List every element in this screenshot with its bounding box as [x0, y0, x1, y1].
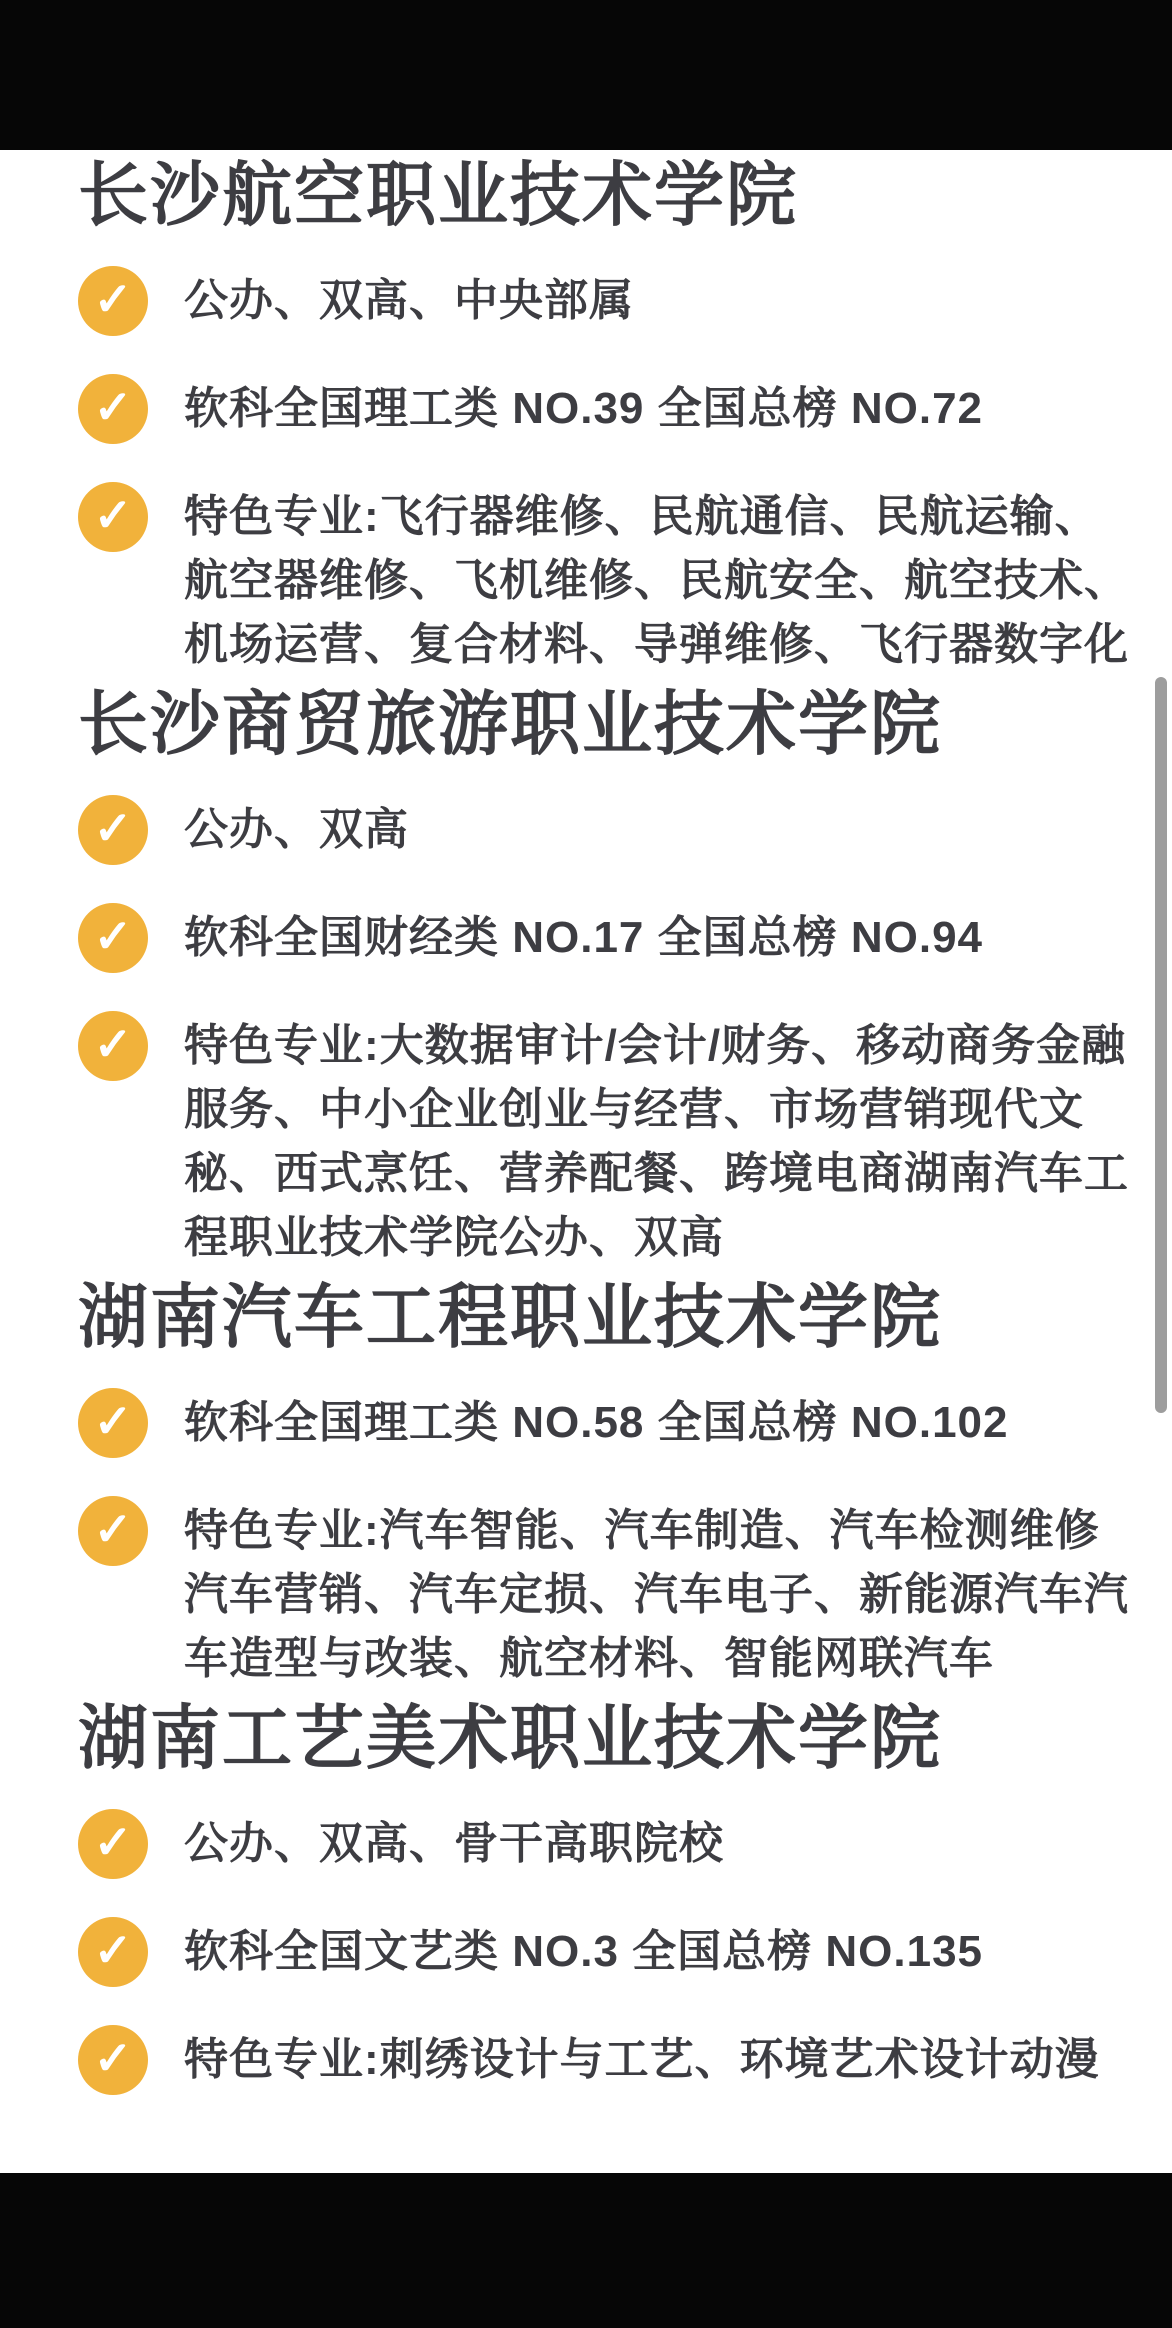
- check-icon: ✓: [93, 1503, 133, 1555]
- check-icon: ✓: [93, 2032, 133, 2084]
- bullet-row: [78, 1917, 1142, 1987]
- check-icon: ✓: [93, 1018, 133, 1070]
- bullet-row: [78, 1011, 1142, 1270]
- college-title: 长沙航空职业技术学院: [78, 156, 798, 234]
- college-section: [78, 683, 1142, 1270]
- bullet-text: 公办、双高: [184, 805, 409, 854]
- check-badge: [78, 2025, 148, 2095]
- check-badge: [78, 795, 148, 865]
- check-icon: ✓: [93, 1395, 133, 1447]
- bullet-row: [78, 1388, 1142, 1458]
- bullet-text: 特色专业:飞行器维修、民航通信、民航运输、航空器维修、飞机维修、民航安全、航空技术、机场运营、复合材料、导弹维修、飞行器数字化: [184, 492, 1129, 669]
- college-section: [78, 154, 1142, 677]
- bullet-row: [78, 374, 1142, 444]
- bullet-text: 公办、双高、骨干高职院校: [184, 1819, 724, 1868]
- check-icon: ✓: [93, 1816, 133, 1868]
- letterbox-bottom: [0, 2173, 1172, 2328]
- bullet-text: 公办、双高、中央部属: [184, 276, 634, 325]
- college-title: 长沙商贸旅游职业技术学院: [78, 685, 942, 763]
- check-badge: [78, 1496, 148, 1566]
- check-icon: ✓: [93, 273, 133, 325]
- check-icon: ✓: [93, 802, 133, 854]
- bullet-text: 软科全国理工类 NO.39 全国总榜 NO.72: [184, 384, 984, 433]
- check-icon: ✓: [93, 910, 133, 962]
- bullet-row: [78, 903, 1142, 973]
- college-section: [78, 1697, 1142, 2095]
- check-badge: [78, 903, 148, 973]
- college-title: 湖南工艺美术职业技术学院: [78, 1699, 942, 1777]
- bullet-row: [78, 795, 1142, 865]
- check-icon: ✓: [93, 489, 133, 541]
- bullet-text: 特色专业:汽车智能、汽车制造、汽车检测维修汽车营销、汽车定损、汽车电子、新能源汽车汽车造型与改装、航空材料、智能网联汽车: [184, 1506, 1129, 1683]
- letterbox-top: [0, 0, 1172, 150]
- bullet-text: 软科全国财经类 NO.17 全国总榜 NO.94: [184, 913, 984, 962]
- college-section: [78, 1276, 1142, 1691]
- bullet-row: [78, 2025, 1142, 2095]
- check-icon: ✓: [93, 381, 133, 433]
- check-badge: [78, 266, 148, 336]
- bullet-text: 特色专业:大数据审计/会计/财务、移动商务金融服务、中小企业创业与经营、市场营销现代文秘、西式烹饪、营养配餐、跨境电商湖南汽车工程职业技术学院公办、双高: [184, 1021, 1129, 1262]
- bullet-row: [78, 482, 1142, 677]
- bullet-text: 特色专业:刺绣设计与工艺、环境艺术设计动漫: [184, 2035, 1100, 2084]
- check-badge: [78, 1917, 148, 1987]
- scrollbar-thumb[interactable]: [1155, 677, 1167, 1413]
- check-icon: ✓: [93, 1924, 133, 1976]
- check-badge: [78, 1388, 148, 1458]
- check-badge: [78, 1809, 148, 1879]
- bullet-row: [78, 266, 1142, 336]
- check-badge: [78, 374, 148, 444]
- bullet-text: 软科全国理工类 NO.58 全国总榜 NO.102: [184, 1398, 1009, 1447]
- bullet-row: [78, 1809, 1142, 1879]
- bullet-text: 软科全国文艺类 NO.3 全国总榜 NO.135: [184, 1927, 984, 1976]
- check-badge: [78, 1011, 148, 1081]
- check-badge: [78, 482, 148, 552]
- scroll-content: [0, 150, 1172, 2173]
- bullet-row: [78, 1496, 1142, 1691]
- college-title: 湖南汽车工程职业技术学院: [78, 1278, 942, 1356]
